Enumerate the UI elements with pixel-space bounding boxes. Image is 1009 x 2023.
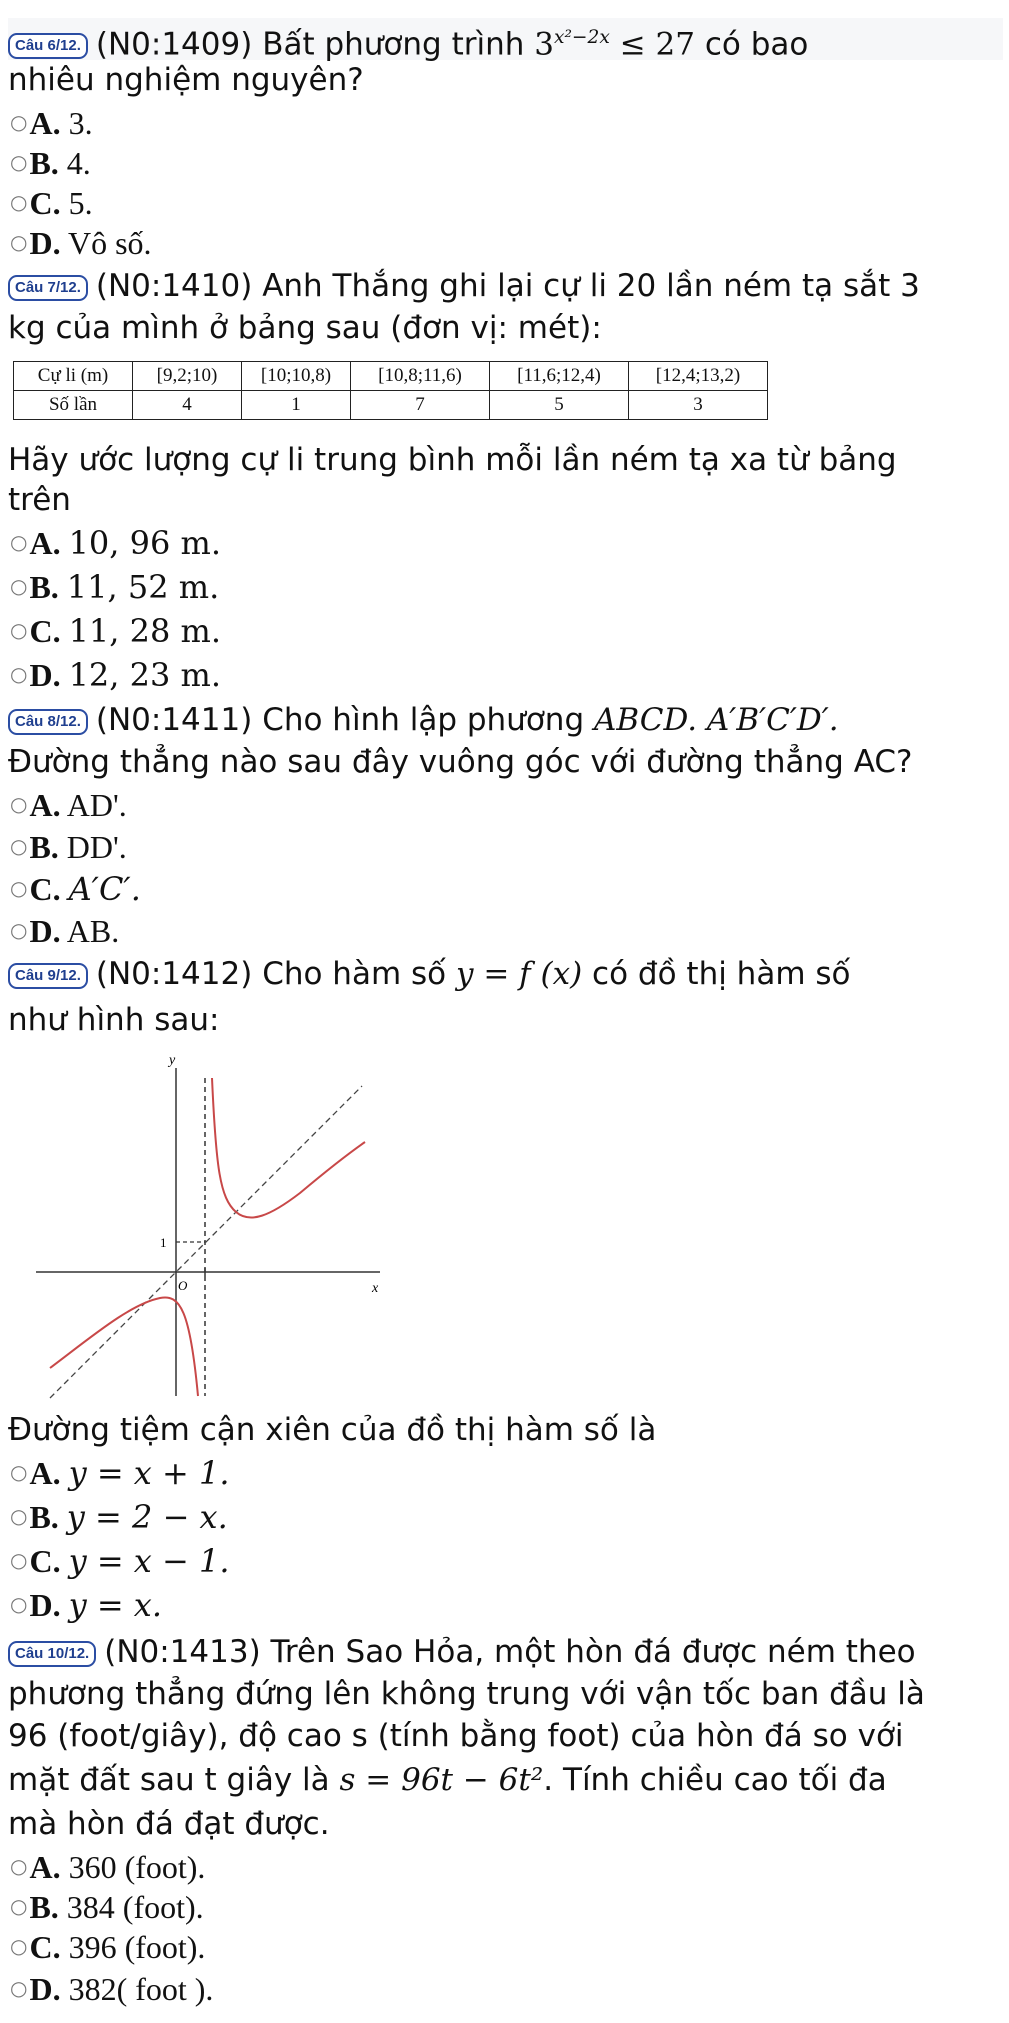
question-9-math: y = f (x) bbox=[455, 956, 583, 992]
question-8-line-2: Đường thẳng nào sau đây vuông góc với đường thẳng AC? bbox=[8, 744, 913, 780]
table-row bbox=[14, 362, 768, 391]
radio-icon[interactable]: ○ bbox=[10, 230, 28, 254]
question-7-code: (N0:1410) bbox=[95, 268, 253, 304]
table-cell: [10;10,8) bbox=[242, 362, 351, 391]
question-10-text-d2: . Tính chiều cao tối đa bbox=[543, 1762, 887, 1798]
question-7-option-d[interactable]: ○D. 12, 23 m. bbox=[10, 656, 222, 694]
question-10-option-a[interactable]: ○A. 360 (foot). bbox=[10, 1849, 206, 1885]
radio-icon[interactable]: ○ bbox=[10, 190, 28, 214]
question-6-option-d[interactable]: ○D. Vô số. bbox=[10, 225, 152, 261]
question-7-badge: Câu 7/12. bbox=[8, 275, 88, 301]
function-graph bbox=[30, 1048, 380, 1408]
radio-icon[interactable]: ○ bbox=[10, 1592, 28, 1616]
question-6-math-rest: ≤ 27 bbox=[619, 26, 695, 63]
question-7-line-1 bbox=[8, 266, 1003, 306]
question-8-line-1 bbox=[8, 700, 1003, 740]
table-cell: [11,6;12,4) bbox=[490, 362, 629, 391]
question-9-badge: Câu 9/12. bbox=[8, 963, 88, 989]
radio-icon[interactable]: ○ bbox=[10, 792, 28, 816]
question-6-math-base: 3 bbox=[534, 26, 554, 63]
question-10-option-b[interactable]: ○B. 384 (foot). bbox=[10, 1889, 204, 1925]
question-7-line-2: kg của mình ở bảng sau (đơn vị: mét): bbox=[8, 310, 602, 346]
question-10-line-5: mà hòn đá đạt được. bbox=[8, 1806, 330, 1842]
question-10-math: s = 96t − 6t² bbox=[339, 1762, 544, 1798]
radio-icon[interactable]: ○ bbox=[10, 1504, 28, 1528]
question-9-line-2: như hình sau: bbox=[8, 1002, 220, 1038]
origin-label: O bbox=[178, 1278, 188, 1293]
radio-icon[interactable]: ○ bbox=[10, 876, 28, 900]
question-7-text-a: Anh Thắng ghi lại cự li 20 lần ném tạ sắt 3 bbox=[262, 268, 920, 304]
question-9-option-b[interactable]: ○B. y = 2 − x. bbox=[10, 1498, 228, 1536]
question-10-option-d[interactable]: ○D. 382( foot ). bbox=[10, 1971, 214, 2007]
question-10-option-c[interactable]: ○C. 396 (foot). bbox=[10, 1929, 206, 1965]
question-6-text-b: có bao bbox=[704, 26, 809, 63]
question-7-line-3: Hãy ước lượng cự li trung bình mỗi lần ném tạ xa từ bảng bbox=[8, 442, 897, 478]
table-row bbox=[14, 391, 768, 420]
radio-icon[interactable]: ○ bbox=[10, 1460, 28, 1484]
upper-branch bbox=[212, 1078, 365, 1218]
question-6-option-b[interactable]: ○B. 4. bbox=[10, 145, 91, 181]
question-10-line-2: phương thẳng đứng lên không trung với vận tốc ban đầu là bbox=[8, 1676, 925, 1712]
question-10-badge: Câu 10/12. bbox=[8, 1641, 96, 1667]
question-7-line-4: trên bbox=[8, 482, 71, 518]
table-cell: [12,4;13,2) bbox=[629, 362, 768, 391]
question-6-code: (N0:1409) bbox=[95, 26, 253, 63]
table-cell: 7 bbox=[351, 391, 490, 420]
table-cell: Số lần bbox=[14, 391, 133, 420]
radio-icon[interactable]: ○ bbox=[10, 1976, 28, 2000]
radio-icon[interactable]: ○ bbox=[10, 834, 28, 858]
question-6-line-1 bbox=[8, 18, 1003, 63]
question-8-option-c[interactable]: ○C. A′C′. bbox=[10, 870, 141, 908]
question-6-option-c[interactable]: ○C. 5. bbox=[10, 185, 93, 221]
question-7-option-c[interactable]: ○C. 11, 28 m. bbox=[10, 612, 222, 650]
y-axis-label: y bbox=[169, 1053, 176, 1068]
question-9-line-1 bbox=[8, 954, 1003, 994]
question-9-option-d[interactable]: ○D. y = x. bbox=[10, 1586, 163, 1624]
table-cell: Cự li (m) bbox=[14, 362, 133, 391]
question-9-option-c[interactable]: ○C. y = x − 1. bbox=[10, 1542, 230, 1580]
question-6-line-2: nhiêu nghiệm nguyên? bbox=[8, 62, 364, 98]
question-10-line-1 bbox=[8, 1632, 1003, 1672]
radio-icon[interactable]: ○ bbox=[10, 574, 28, 598]
radio-icon[interactable]: ○ bbox=[10, 618, 28, 642]
question-10-text-a: Trên Sao Hỏa, một hòn đá được ném theo bbox=[270, 1634, 916, 1670]
radio-icon[interactable]: ○ bbox=[10, 1894, 28, 1918]
radio-icon[interactable]: ○ bbox=[10, 1548, 28, 1572]
table-cell: 5 bbox=[490, 391, 629, 420]
oblique-asymptote bbox=[50, 1086, 362, 1398]
table-cell: [10,8;11,6) bbox=[351, 362, 490, 391]
table-cell: 1 bbox=[242, 391, 351, 420]
question-8-option-a[interactable]: ○A. AD'. bbox=[10, 787, 127, 823]
radio-icon[interactable]: ○ bbox=[10, 530, 28, 554]
radio-icon[interactable]: ○ bbox=[10, 1854, 28, 1878]
question-9-code: (N0:1412) bbox=[95, 956, 253, 992]
radio-icon[interactable]: ○ bbox=[10, 150, 28, 174]
question-8-badge: Câu 8/12. bbox=[8, 709, 88, 735]
table-cell: 3 bbox=[629, 391, 768, 420]
radio-icon[interactable]: ○ bbox=[10, 1934, 28, 1958]
question-7-option-b[interactable]: ○B. 11, 52 m. bbox=[10, 568, 220, 606]
question-9-option-a[interactable]: ○A. y = x + 1. bbox=[10, 1454, 230, 1492]
radio-icon[interactable]: ○ bbox=[10, 110, 28, 134]
question-10-text-d1: mặt đất sau t giây là bbox=[8, 1762, 330, 1798]
question-9-text-a: Cho hàm số bbox=[262, 956, 447, 992]
table-cell: 4 bbox=[133, 391, 242, 420]
question-10-code: (N0:1413) bbox=[104, 1634, 261, 1670]
x-axis-label: x bbox=[372, 1281, 379, 1296]
question-8-math: ABCD. A′B′C′D′. bbox=[593, 702, 839, 738]
question-6-math-exp: x²−2x bbox=[553, 27, 610, 48]
question-8-option-b[interactable]: ○B. DD'. bbox=[10, 829, 127, 865]
question-9-line-3: Đường tiệm cận xiên của đồ thị hàm số là bbox=[8, 1412, 657, 1448]
tick-label-1: 1 bbox=[160, 1235, 167, 1250]
table-cell: [9,2;10) bbox=[133, 362, 242, 391]
question-6-option-a[interactable]: ○A. 3. bbox=[10, 105, 93, 141]
radio-icon[interactable]: ○ bbox=[10, 918, 28, 942]
question-8-option-d[interactable]: ○D. AB. bbox=[10, 913, 120, 949]
question-6-badge: Câu 6/12. bbox=[8, 33, 88, 59]
question-6-text-a: Bất phương trình bbox=[262, 26, 525, 63]
question-10-line-3: 96 (foot/giây), độ cao s (tính bằng foot) của hòn đá so với bbox=[8, 1718, 904, 1754]
question-10-line-4 bbox=[8, 1760, 1003, 1800]
question-8-code: (N0:1411) bbox=[95, 702, 253, 738]
distance-table bbox=[13, 361, 768, 420]
question-7-option-a[interactable]: ○A. 10, 96 m. bbox=[10, 524, 222, 562]
question-9-text-b: có đồ thị hàm số bbox=[592, 956, 851, 992]
question-8-text-a: Cho hình lập phương bbox=[262, 702, 585, 738]
radio-icon[interactable]: ○ bbox=[10, 662, 28, 686]
